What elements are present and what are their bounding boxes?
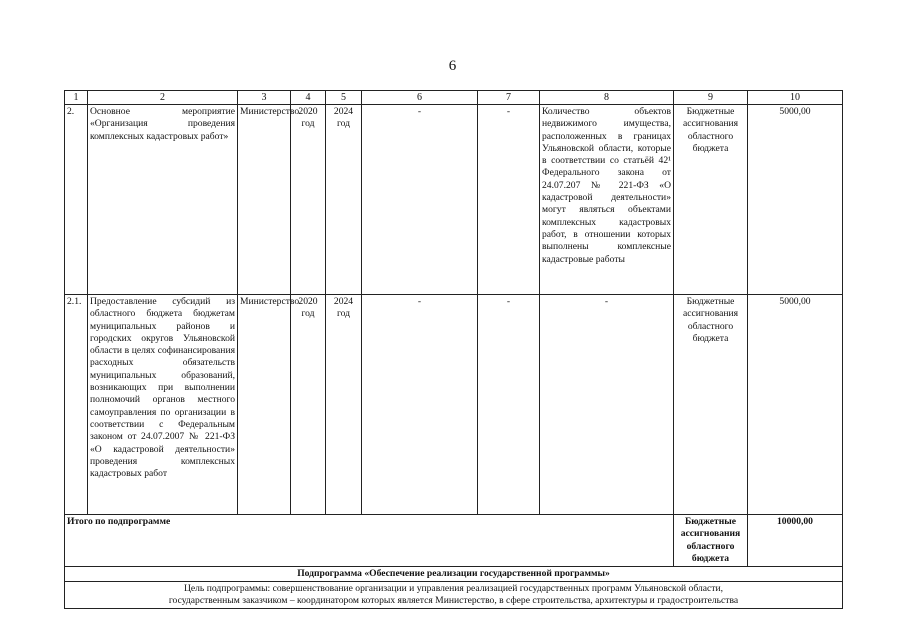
header-cell: 2 — [88, 91, 238, 105]
total-funding-source: Бюджетные ассигнования областного бюджета — [674, 515, 748, 567]
table-row — [65, 295, 843, 515]
subprogram-title: Подпрограмма «Обеспечение реализации государственной программы» — [65, 567, 843, 582]
executor: Министерство — [238, 105, 291, 295]
total-row — [65, 515, 843, 567]
header-cell: 9 — [674, 91, 748, 105]
page-number: 6 — [448, 58, 457, 74]
end-year: 2024 год — [326, 105, 362, 295]
header-cell: 10 — [748, 91, 843, 105]
funding-source: Бюджетные ассигнования областного бюджета — [674, 105, 748, 295]
activity-name: Предоставление субсидий из областного бюджета бюджетам муниципальных районов и городских округов Ульяновской области в целях софинансирования расходных обязательств муниципальных образований, возникающих при выполнении полномочий органов местного самоуправления по организации в соответствии с Федеральным законом от 24.07.2007 № 221-ФЗ «О кадастровой деятельности» проведения комплексных кадастровых работ — [88, 295, 238, 515]
activity-name: Основное мероприятие «Организация проведения комплексных кадастровых работ» — [88, 105, 238, 295]
column-8-value: - — [540, 295, 674, 515]
total-label: Итого по подпрограмме — [65, 515, 674, 567]
funding-amount: 5000,00 — [748, 295, 843, 515]
column-6-value: - — [362, 105, 478, 295]
column-7-value: - — [478, 105, 540, 295]
start-year: 2020 год — [291, 295, 326, 515]
executor: Министерство — [238, 295, 291, 515]
subprogram-title-row — [65, 567, 843, 582]
end-year: 2024 год — [326, 295, 362, 515]
row-number: 2.1. — [65, 295, 88, 515]
subprogram-goal — [65, 582, 843, 609]
row-number: 2. — [65, 105, 88, 295]
header-cell: 8 — [540, 91, 674, 105]
funding-source: Бюджетные ассигнования областного бюджета — [674, 295, 748, 515]
subprogram-goal-row — [65, 582, 843, 609]
column-6-value: - — [362, 295, 478, 515]
header-cell: 1 — [65, 91, 88, 105]
start-year: 2020 год — [291, 105, 326, 295]
header-cell: 5 — [326, 91, 362, 105]
subprogram-goal-line: государственным заказчиком – координатором которых является Министерство, в сфере строительства, архитектуры и градостроительства — [168, 595, 739, 607]
table-row — [65, 105, 843, 295]
header-cell: 4 — [291, 91, 326, 105]
indicator-text: Количество объектов недвижимого имущества, расположенных в границах Ульяновской области, которые в соответствии со статьёй 42¹ Федерального закона от 24.07.207 № 221-ФЗ «О кадастровой деятельности» могут являться объектами комплексных кадастровых работ, в отношении которых выполнены комплексные кадастровые работы — [540, 105, 674, 295]
subprogram-goal-line: Цель подпрограммы: совершенствование организации и управления реализацией государственных программ Ульяновской области, — [183, 583, 724, 595]
funding-amount: 5000,00 — [748, 105, 843, 295]
header-cell: 6 — [362, 91, 478, 105]
header-row — [65, 91, 843, 105]
header-cell: 7 — [478, 91, 540, 105]
program-table — [64, 90, 843, 609]
total-amount: 10000,00 — [748, 515, 843, 567]
header-cell: 3 — [238, 91, 291, 105]
column-7-value: - — [478, 295, 540, 515]
